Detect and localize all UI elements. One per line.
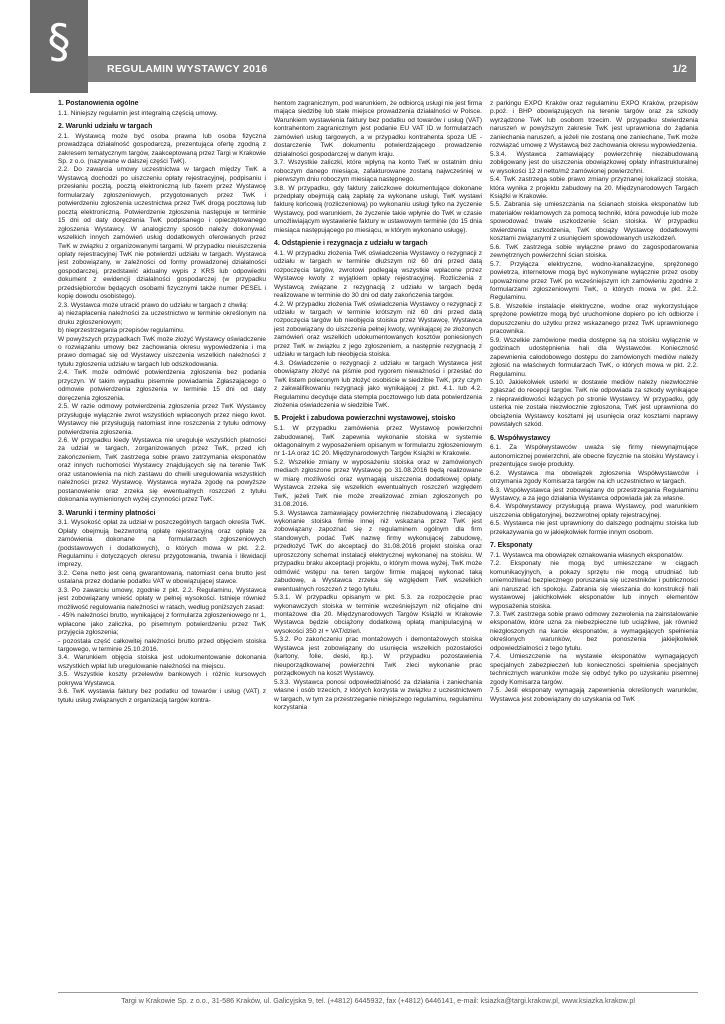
paragraph: 3.8. W przypadku, gdy faktury zaliczkowe dokumentujące dokonane przedpłaty obejmują całą zapłatę za wykonane usługi, TwK wystawi fakturę końcową (rozliczeniową) po wykonaniu usługi tylko na życzenie Wystawcy, pod warunkiem, że życzenie takie wpłynie do TwK w czasie umożliwiającym wystawienie faktury w ustawowym terminie (do 15 dnia miesiąca następującego po miesiącu, w którym wykonano usługę). <box>274 184 482 234</box>
paragraph: 5.3.3. Wystawca ponosi odpowiedzialność za działania i zaniechania własne i osób trzecich, z których korzysta w związku z uczestnictwem w targach, w tym za przestrzeganie niniejszego regulaminu, regulaminu korzystania <box>274 678 482 711</box>
section-heading: 2. Warunki udziału w targach <box>58 123 153 131</box>
paragraph: 6.4. Współwystawcy przysługują prawa Wystawcy, pod warunkiem uiszczenia obligatoryjnej, bezzwrotnej opłaty rejestracyjnej. <box>490 503 698 519</box>
paragraph: 5.3.2. Po zakończeniu prac montażowych i demontażowych stoiska Wystawca jest zobowiązany do usunięcia wszelkich pozostałości (kartony, folie, deski, itp.). W przypadku pozostawienia nieuporządkowanej powierzchni TwK zleci wykonanie prac porządkowych na koszt Wystawcy. <box>274 636 482 678</box>
paragraph: 6.1. Za Współwystawców uważa się firmy niewynajmujące autonomicznej powierzchni, ale obecne fizycznie na stoisku Wystawcy i prezentujące swoje produkty. <box>490 444 698 469</box>
paragraph: 3.7. Wszystkie zaliczki, które wpłyną na konto TwK w ostatnim dniu roboczym danego miesiąca, zafakturowane zostaną najwcześniej w pierwszym dniu roboczym miesiąca następnego. <box>274 159 482 184</box>
paragraph: 5.2. Wszelkie zmiany w wyposażeniu stoiska oraz w zamówionych mediach zgłoszone przez Wystawcę po 31.08.2016 będą realizowane w miarę możliwości oraz wymagają uiszczenia dodatkowej opłaty. Wystawca zrzeka się wszelkich ewentualnych roszczeń względem TwK, jeżeli TwK nie może zrealizować zmian zgłoszonych po 31.08.2016. <box>274 458 482 509</box>
paragraph: 5.4. TwK zastrzega sobie prawo zmiany przyznanej lokalizacji stoiska, która wynika z projektu zabudowy na 20. Międzynarodowych Targach Książki w Krakowie. <box>490 176 698 200</box>
paragraph: 7.1. Wystawca ma obowiązek oznakowania własnych eksponatów. <box>490 551 684 559</box>
paragraph: 5.3.1. W przypadku opisanym w pkt. 5.3. za rozpoczęcie prac wykonawczych stoiska w terminie wcześniejszym niż oficjalne dni montażowe dla 20. Międzynarodowych Targów Książki w Krakowie Wystawca będzie obciążony dodatkową opłatą manipulacyjną w wysokości 350 zł + VAT/dzień. <box>274 594 482 635</box>
paragraph: 7.3. TwK zastrzega sobie prawo odmowy zezwolenia na zainstalowanie eksponatów, które uzna za niebezpieczne lub uciążliwe, jak również niezgłoszonych na karcie eksponatów, a wymagających spełnienia określonych warunków, bez ponoszenia jakiejkolwiek odpowiedzialności z tego tytułu. <box>490 611 698 652</box>
footer-contact: Targi w Krakowie Sp. z o.o., 31-586 Kraków, ul. Galicyjska 9, tel. (+4812) 6445932, fax (+4812) 6446141, e-mail: ksiazka@targi.krakow.pl, www.ksiazka.krakow.pl <box>121 996 635 1005</box>
paragraph: 3.5. Wszystkie koszty przelewów bankowych i różnic kursowych pokrywa Wystawca. <box>58 671 266 687</box>
paragraph: 7.2. Eksponaty nie mogą być umieszczane w ciągach komunikacyjnych, a pokazy sprzętu nie mogą utrudniać lub uniemożliwiać bezpiecznego poruszania się uczestników i publiczności ani naruszać ich spokoju. Zabrania się wieszania do konstrukcji hali wystawowej jakichkolwiek eksponatów lub innych elementów wyposażenia stoiska. <box>490 560 698 610</box>
paragraph: 6.3. Współwystawca jest zobowiązany do przestrzegania Regulaminu Wystawcy, a za jego działania Wystawca odpowiada jak za własne. <box>490 486 698 502</box>
paragraph: 4.2. W przypadku złożenia TwK oświadczenia Wystawcy o rezygnacji z udziału w targach w terminie krótszym niż 60 dni przed datą rozpoczęcia targów lub nieobjęcia stoiska przez Wystawcę, Wystawca jest zobowiązany do uiszczenia pełnej kwoty, wynikającej ze złożonych zamówień oraz wszelkich udokumentowanych kosztów poniesionych przez TwK w związku z jego zgłoszeniem, a następnie rezygnacją z udziału w targach lub nieobjęcia stoiska. <box>274 300 482 359</box>
paragraph: 2.6. W przypadku kiedy Wystawca nie ureguluje wszystkich płatności za udział w targach, zorganizowanych przez TwK, przed ich zakończeniem, TwK zastrzega sobie prawo zatrzymania eksponatów oraz innych ruchomości Wystawcy znajdujących się na terenie TwK oraz ustanowienia na nich zastawu do chwili uregulowania wszystkich należności przez Wystawcę. Wystawca wyraża zgodę na powyższe postanowienie oraz zrzeka się ewentualnych roszczeń z tytułu dokonania wymienionych wyżej czynności przez TwK. <box>58 436 266 504</box>
paragraph: 5.8. Wszelkie instalacje elektryczne, wodne oraz wykorzystujące sprężone powietrze mogą być uruchomione dopiero po ich odbiorze i dopuszczeniu do użytku przez wskazanego przez TwK uprawnionego pracownika. <box>490 302 698 336</box>
paragraph: 5.10. Jakiekolwiek usterki w dostawie mediów należy niezwłocznie zgłaszać do recepcji targów. TwK nie odpowiada za szkody wynikające z nieprawidłowości leżących po stronie Wystawcy. W przypadku, gdy usterka nie została niezwłocznie zgłoszona, TwK jest uprawniona do obciążenia Wystawcy kosztami jej usunięcia oraz kosztami naprawy powstałych szkód. <box>490 378 698 429</box>
text-column-1 <box>58 100 266 990</box>
paragraph: 5.5. Zabrania się umieszczania na ścianach stoiska eksponatów lub materiałów reklamowych za pomocą techniki, która powoduje lub może spowodować trwałe uszkodzenie ścian stoiska. W przypadku stwierdzenia uszkodzenia, TwK obciąży Wystawcę dodatkowymi kosztami związanymi z usunięciem spowodowanych uszkodzeń. <box>490 201 698 243</box>
section-heading: 1. Postanowienia ogólne <box>58 100 139 107</box>
paragraph: 7.5. Jeśli eksponaty wymagają zapewnienia określonych warunków, Wystawca jest zobowiązany do uzyskania od TwK <box>490 687 698 703</box>
paragraph: 2.2. Do zawarcia umowy uczestnictwa w targach między TwK a Wystawcą dochodzi po uiszczeniu opłaty rejestracyjnej, podpisaniu i przesłaniu pocztą, pocztą elektroniczną lub faxem przez Wystawcę formularza/y zgłoszeniowych, przygotowanych przez TwK i potwierdzeniu zgłoszenia uczestnictwa przez TwK drogą pocztową lub pocztą elektroniczną. Potwierdzenie zgłoszenia następuje w terminie 15 dni od daty doręczenia TwK podpisanego i opieczętowanego zgłoszenia Wystawcy. W analogiczny sposób należy dokonywać wszelkich innych zamówień usług dodatkowych oferowanych przez TwK w związku z organizowanymi targami. W przypadku nieuiszczenia opłaty rejestracyjnej TwK nie potwierdzi udziału w targach. Wystawca jest zobowiązany, w zależności od formy prowadzonej działalności gospodarczej, przedstawić aktualny wypis z KRS lub odpowiedni dokument z ewidencji działalności gospodarczej (w przypadku przedsiębiorców będących osobami fizycznymi także numer PESEL i kopię dowodu osobistego). <box>58 166 266 301</box>
paragraph: 3.6. TwK wystawia faktury bez podatku od towarów i usług (VAT) z tytułu usług związanych z organizacją targów kontra- <box>58 688 266 704</box>
paragraph: 2.5. W razie odmowy potwierdzenia zgłoszenia przez TwK Wystawcy przysługuje wyłącznie zwrot wszystkich wpłaconych przez niego kwot. Wystawcy nie przysługują natomiast inne roszczenia z tytułu odmowy potwierdzenia zgłoszenia. <box>58 403 266 436</box>
paragraph: 5.3. Wystawca zamawiający powierzchnię niezabudowaną i zlecający wykonanie stoiska firmie innej niż wskazana przez TwK jest zobowiązany zapoznać się z regulaminem ogólnym dla firm standowych, podać TwK nazwę firmy wykonującej zabudowę, przedłożyć TwK do akceptacji do 31.08.2016 projekt stoiska oraz uproszczony schemat instalacji elektrycznej wykonanej na stoisku. W przypadku braku akceptacji projektu, o którym mowa wyżej, TwK może odmówić wstępu na teren targów firmie mającej wykonać taką zabudowę, a Wystawca zrzeka się względem TwK wszelkich ewentualnych roszczeń z tego tytułu. <box>274 509 482 593</box>
header-section-block <box>30 0 88 93</box>
paragraph: 1.1. Niniejszy regulamin jest integralną częścią umowy. <box>58 109 218 117</box>
paragraph: 2.4. TwK może odmówić potwierdzenia zgłoszenia bez podania przyczyn. W takim wypadku pisemnie powiadamia Zgłaszającego o odmowie potwierdzenia zgłoszenia w terminie 15 dni od daty doręczenia zgłoszenia. <box>58 369 266 402</box>
paragraph: 3.1. Wysokość opłat za udział w poszczególnych targach określa TwK. Opłaty obejmują bezzwrotną opłatę rejestracyjną oraz opłatę za zamówienia dokonane na formularzach zgłoszeniowych (podstawowych i dodatkowych), o których mowa w pkt. 2.2. Regulaminu i dotyczących okresu przygotowania, trwania i likwidacji imprezy. <box>58 519 266 569</box>
paragraph: 5.3.4. Wystawca zamawiający powierzchnię niezabudowaną zobligowany jest do uiszczenia obowiązkowej opłaty infrastrukturalnej w wysokości 12 zł netto/m2 zamówionej powierzchni. <box>490 150 698 175</box>
paragraph: 5.7. Przyłącza elektryczne, wodno-kanalizacyjne, sprężonego powietrza, internetowe mogą być wykonywane wyłącznie przez osoby upoważnione przez TwK po wcześniejszym ich zamówieniu zgodnie z formularzami zgłoszeniowymi TwK, o których mowa w pkt. 2.2. Regulaminu. <box>490 260 698 302</box>
paragraph: - 45% należności brutto, wynikającej z formularza zgłoszeniowego nr 1, wpłacone jako zaliczka, po pisemnym potwierdzeniu przez TwK przyjęcia zgłoszenia; <box>58 612 266 637</box>
section-heading: 6. Współwystawcy <box>490 434 551 442</box>
paragraph: 3.3. Po zawarciu umowy, zgodnie z pkt. 2.2. Regulaminu, Wystawca jest zobowiązany wnieść opłaty w pełnej wysokości. Istnieje również możliwość regulowania należności w ratach, według poniższych zasad: <box>58 586 266 611</box>
section-heading: 7. Eksponaty <box>490 542 533 550</box>
section-heading: 4. Odstąpienie i rezygnacja z udziału w targach <box>274 240 428 248</box>
paragraph: 5.9. Wszelkie zamówione media dostępne są na stoisku wyłącznie w godzinach udostępnienia hali dla Wystawców. Konieczność zapewnienia całodobowego dostępu do zamówionych mediów należy zgłosić na właściwych formularzach TwK, o których mowa w pkt. 2.2. Regulaminu. <box>490 336 698 378</box>
header-band <box>88 56 696 82</box>
section-sign-icon: § <box>47 14 71 68</box>
paragraph: 5.1. W przypadku zamówienia przez Wystawcę powierzchni zabudowanej, TwK zapewnia wykonanie stoiska w systemie oktagonalnym z wyposażeniem opisanym w formularzu zgłoszeniowym nr 1-1A oraz 1C 20. Międzynarodowych Targów Książki w Krakowie. <box>274 425 482 458</box>
footer-divider <box>58 992 698 993</box>
paragraph: 2.1. Wystawcą może być osoba prawna lub osoba fizyczna prowadząca działalność gospodarczą, prezentująca ofertę zgodną z zakresem tematycznym targów, zaakceptowaną przez Targi w Krakowie Sp. z o.o. (nazywane w dalszej części TwK). <box>58 132 266 165</box>
paragraph: W powyższych przypadkach TwK może złożyć Wystawcy oświadczenie o rozwiązaniu umowy bez zachowania okresu wypowiedzenia i ma prawo domagać się od Wystawcy uiszczenia wszelkich należności z tytułu zgłoszenia udziału w targach lub odszkodowania. <box>58 335 266 368</box>
document-title: REGULAMIN WYSTAWCY 2016 <box>107 63 268 75</box>
paragraph: 7.4. Umieszczenie na wystawie eksponatów wymagających specjalnych zabezpieczeń lub konieczności spełnienia specjalnych technicznych warunków może się odbyć tylko po uzyskaniu pisemnej zgody Komisarza targów. <box>490 653 698 686</box>
page-number: 1/2 <box>672 63 687 75</box>
paragraph: 5.6. TwK zastrzega sobie wyłączne prawo do zagospodarowania zewnętrznych powierzchni ścian stoiska. <box>490 243 698 260</box>
paragraph: z parkingu EXPO Kraków oraz regulaminu EXPO Kraków, przepisów p.poż. i BHP obowiązujących na terenie targów oraz za szkody wyrządzone TwK lub osobom trzecim. W przypadku stwierdzenia naruszeń w powyższym zakresie TwK jest uprawniona do żądania zaniechania naruszeń, a jeżeli nie zostaną one zaniechane, TwK może rozwiązać umowę z Wystawcą bez zachowania okresu wypowiedzenia. <box>490 100 698 150</box>
paragraph: - pozostała część całkowitej należności brutto przed objęciem stoiska targowego, w terminie 25.10.2016. <box>58 637 266 653</box>
text-column-2 <box>274 100 482 990</box>
paragraph: 4.3. Oświadczenie o rezygnacji z udziału w targach Wystawca jest obowiązany złożyć na piśmie pod rygorem nieważności i przesłać do TwK listem poleconym lub złożyć osobiście w siedzibie TwK, przy czym z zakwalifikowaniu rezygnacji jako wynikającej z pkt. 4.1. lub 4.2. Regulaminu decyduje data stempla pocztowego lub data potwierdzenia złożenia oświadczenia w siedzibie TwK. <box>274 359 482 409</box>
section-heading: 5. Projekt i zabudowa powierzchni wystawowej, stoisko <box>274 415 456 423</box>
paragraph: 6.2. Wystawca ma obowiązek zgłoszenia Współwystawców i otrzymania zgody Komisarza targów na ich uczestnictwo w targach. <box>490 469 698 486</box>
paragraph: a) niezapłacenia należności za uczestnictwo w terminie określonym na druku zgłoszeniowym; <box>58 310 266 326</box>
paragraph: 6.5. Wystawca nie jest uprawniony do dalszego podnajmu stoiska lub przekazywania go w jakiejkolwiek formie innym osobom. <box>490 520 698 536</box>
paragraph: 4.1. W przypadku złożenia TwK oświadczenia Wystawcy o rezygnacji z udziału w targach w terminie dłuższym niż 60 dni przed datą rozpoczęcia targów, zwrotowi podlegają wszystkie wpłacone przez Wystawcę kwoty z wyjątkiem opłaty rejestracyjnej. Rozliczenia z Wystawcą związane z rezygnacją z udziału w targach będą realizowane w terminie do 30 dni od daty zakończenia targów. <box>274 249 482 300</box>
paragraph: 3.2. Cena netto jest ceną gwarantowaną, natomiast cena brutto jest ustalana przez dodanie podatku VAT w obowiązującej stawce. <box>58 569 266 586</box>
paragraph: 2.3. Wystawca może utracić prawo do udziału w targach z chwilą: <box>58 301 248 309</box>
paragraph: b) nieprzestrzegania przepisów regulaminu. <box>58 327 185 335</box>
paragraph: hentom zagranicznym, pod warunkiem, że odbiorcą usługi nie jest firma mająca siedzibę lub stałe miejsce prowadzenia działalności w Polsce. Warunkiem wystawienia faktury bez podatku od towarów i usług (VAT) kontrahentom zagranicznym jest podanie EU VAT ID w formularzach zamówień usług targowych, a w przypadku kontrahenta spoza UE - dostarczenie TwK dokumentu potwierdzającego prowadzenie działalności gospodarczej w danym kraju. <box>274 100 482 158</box>
section-heading: 3. Warunki i terminy płatności <box>58 509 156 517</box>
text-column-3 <box>490 100 698 990</box>
paragraph: 3.4. Warunkiem objęcia stoiska jest udokumentowanie dokonania wszystkich wpłat lub uregulowanie należności na miejscu. <box>58 654 266 670</box>
